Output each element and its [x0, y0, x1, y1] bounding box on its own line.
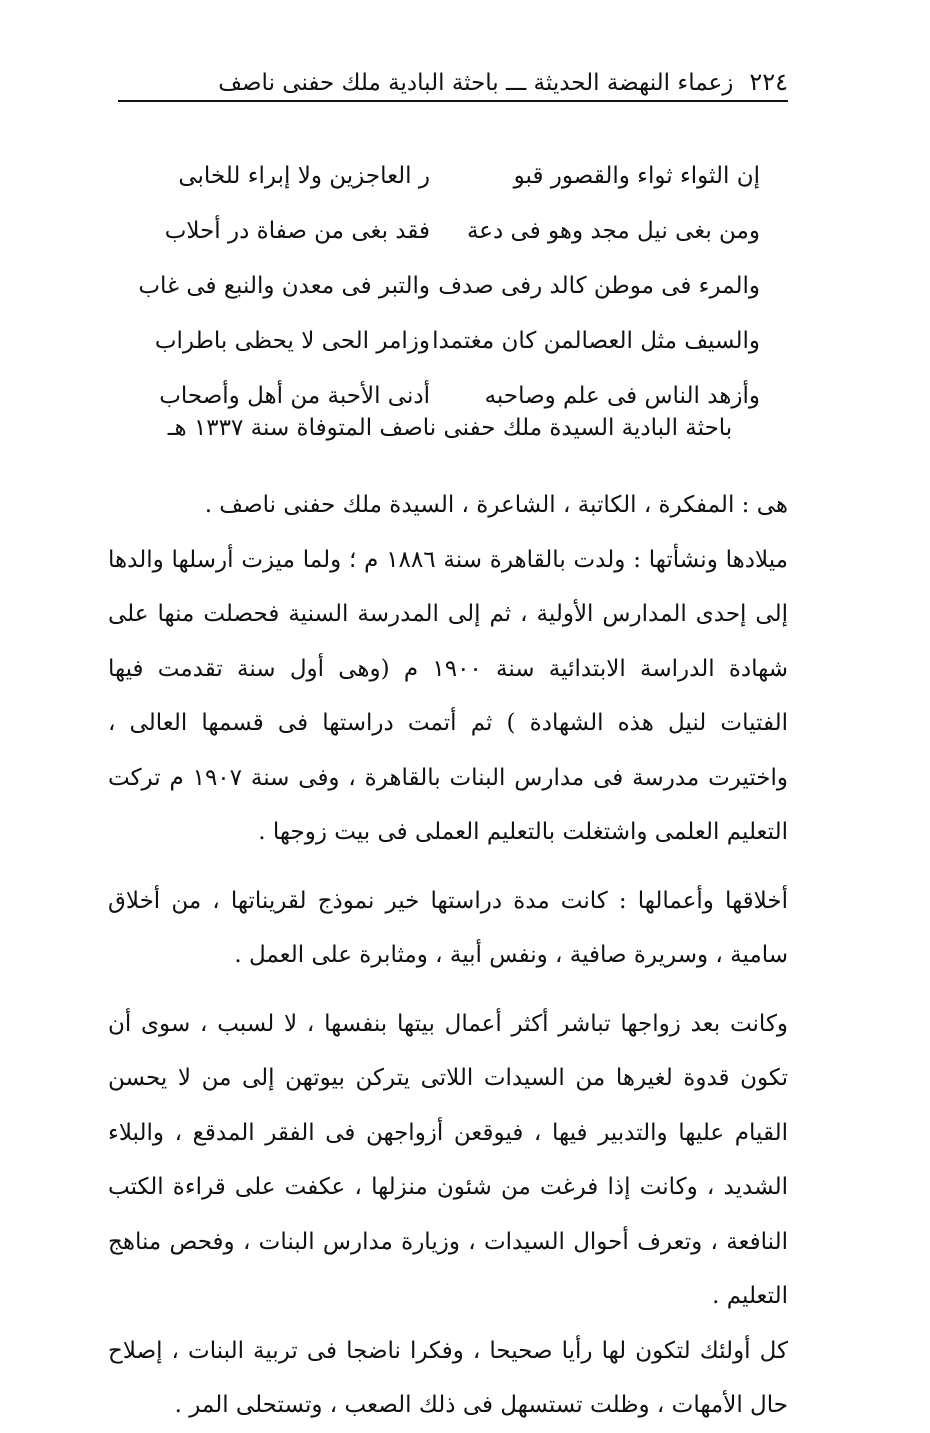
poem-first-hemistich: والسيف مثل العصالمن كان مغتمدا [432, 327, 760, 354]
poem-line [130, 148, 760, 203]
poem-second-hemistich: فقد بغى من صفاة در أحلاب [164, 217, 430, 244]
paragraph-character-works: أخلاقها وأعمالها : كانت مدة دراستها خير نموذج لقريناتها ، من أخلاق سامية ، وسريرة صافية ، ونفس أبية ، ومثابرة على العمل . [108, 887, 788, 968]
paragraph-conclusion: كل أولئك لتكون لها رأيا صحيحا ، وفكرا ناضجا فى تربية البنات ، إصلاح حال الأمهات ، وظلت تستسهل فى ذلك الصعب ، وتستحلى المر . [108, 1337, 788, 1418]
poem-second-hemistich: أدنى الأحبة من أهل وأصحاب [159, 382, 430, 409]
poem-first-hemistich: وأزهد الناس فى علم وصاحبه [484, 382, 760, 409]
poem-second-hemistich: وزامر الحى لا يحظى باطراب [154, 327, 430, 354]
page-number: ٢٢٤ [749, 68, 788, 96]
running-title: زعماء النهضة الحديثة ـــ باحثة البادية ملك حفنى ناصف [218, 70, 734, 96]
poem-line [130, 313, 760, 368]
poem-first-hemistich: إن الثواء ثواء والقصور قبو [513, 162, 760, 189]
paragraph-after-marriage: وكانت بعد زواجها تباشر أكثر أعمال بيتها بنفسها ، لا لسبب ، سوى أن تكون قدوة لغيرها من السيدات اللاتى يتركن بيوتهن إلى من لا يحسن القيام عليها والتدبير فيها ، فيوقعن أزواجهن فى الفقر المدقع ، والبلاء الشديد ، وكانت إذا فرغت من شئون منزلها ، عكفت على قراءة الكتب النافعة ، وتعرف أحوال السيدات ، وزيارة مدارس البنات ، وفحص مناهج التعليم . [108, 1010, 789, 1309]
section-heading: باحثة البادية السيدة ملك حفنى ناصف المتوفاة سنة ١٣٣٧ هـ [167, 415, 733, 441]
poem-line [130, 258, 760, 313]
poem-second-hemistich: ر العاجزين ولا إبراء للخابى [178, 162, 430, 189]
poem-first-hemistich: والمرء فى موطن كالد رفى صدف [438, 272, 760, 299]
poem-line [130, 203, 760, 258]
poem-first-hemistich: ومن بغى نيل مجد وهو فى دعة [466, 217, 760, 244]
paragraph-birth-upbringing: ميلادها ونشأتها : ولدت بالقاهرة سنة ١٨٨٦ م ؛ ولما ميزت أرسلها والدها إلى إحدى المدارس الأولية ، ثم إلى المدرسة السنية فحصلت منها على شهادة الدراسة الابتدائية سنة ١٩٠٠ م (وهى أول سنة تقدمت فيها الفتيات لنيل هذه الشهادة ) ثم أتمت دراستها فى قسمها العالى ، واختيرت مدرسة فى مدارس البنات بالقاهرة ، وفى سنة ١٩٠٧ م تركت التعليم العلمى واشتغلت بالتعليم العملى فى بيت زوجها . [108, 546, 789, 845]
poem [130, 148, 760, 423]
paragraph-intro: هى : المفكرة ، الكاتبة ، الشاعرة ، السيدة ملك حفنى ناصف . [204, 492, 788, 518]
poem-second-hemistich: والتبر فى معدن والنبع فى غاب [138, 272, 430, 299]
body-text [108, 478, 788, 1433]
page-header [118, 56, 788, 102]
